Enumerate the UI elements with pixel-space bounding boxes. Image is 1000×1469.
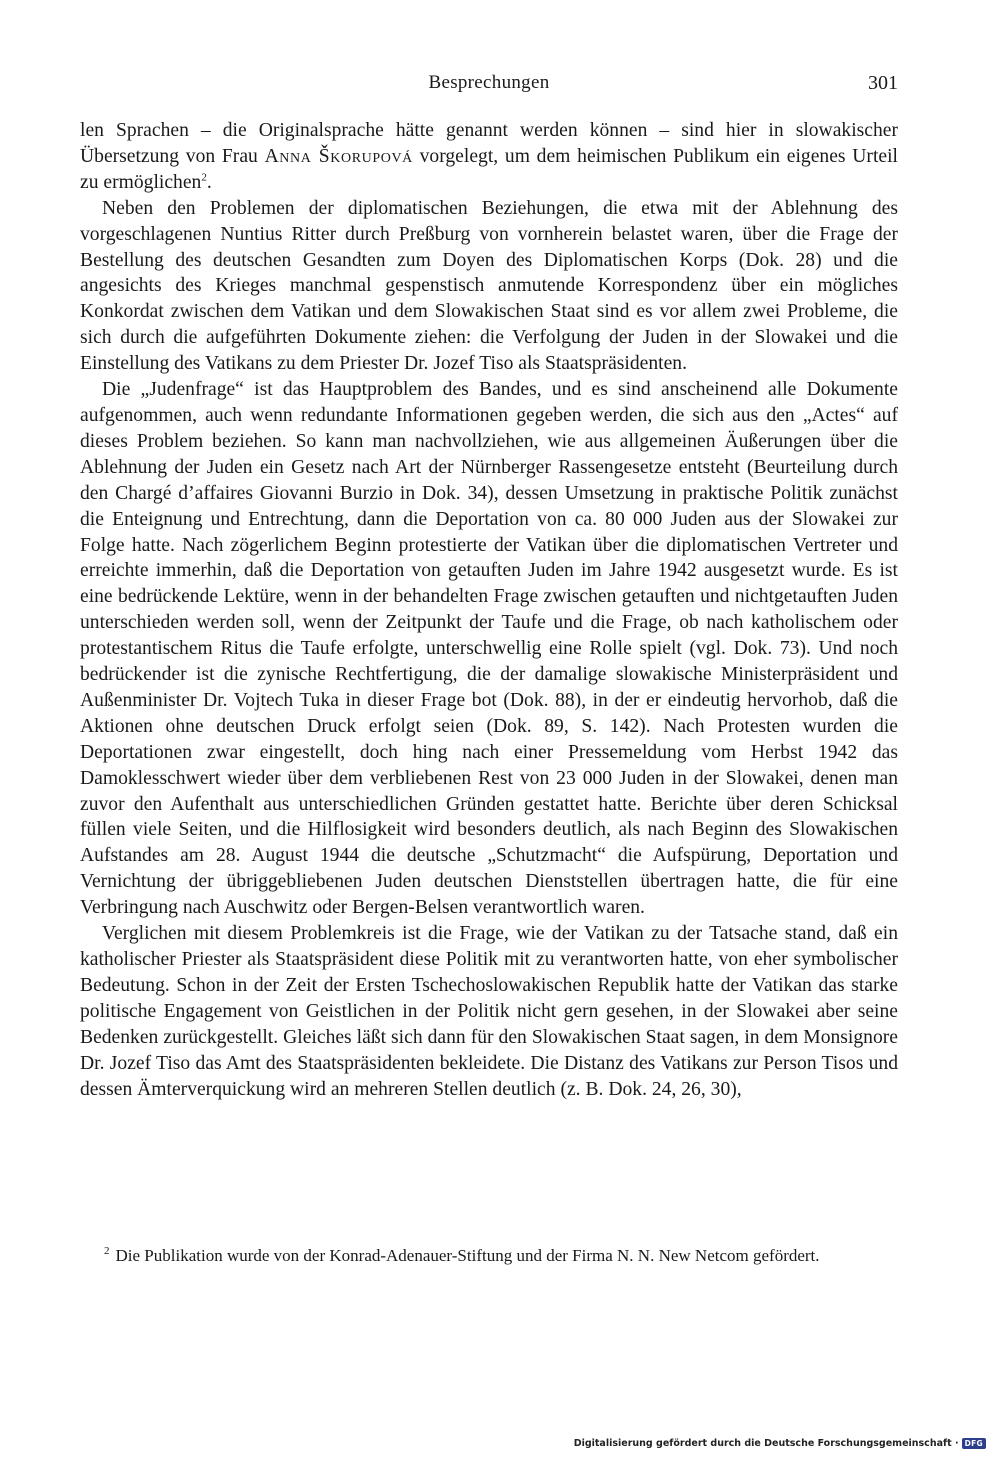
dfg-logo-icon: DFG (962, 1438, 986, 1449)
paragraph-4: Verglichen mit diesem Problemkreis ist die Frage, wie der Vatikan zu der Tatsache stand, daß ein katholischer Priester als Staatspräsident diese Politik mit zu verantworten hatte, von eher symbolischer Bedeutung. Schon in der Zeit der Ersten Tschechoslowakischen Republik hatte der Vatikan das starke politische Engagement von Geistlichen in der Politik nicht gern gesehen, in der Slowakei aber seine Bedenken zurückgestellt. Gleiches läßt sich dann für den Slowakischen Staat sagen, in dem Monsignore Dr. Jozef Tiso das Amt des Staatspräsidenten bekleidete. Die Distanz des Vatikans zur Person Tisos und dessen Ämterverquickung wird an mehreren Stellen deutlich (z. B. Dok. 24, 26, 30), (80, 923, 898, 1100)
running-title: Besprechungen (428, 72, 550, 93)
paragraph-1-pre: len Sprachen – die Originalsprache hätte genannt werden können – sind hier in slowakischer Übersetzung von Frau (80, 120, 898, 167)
page-number: 301 (868, 72, 898, 94)
body-text (80, 118, 898, 1102)
digitization-credit (574, 1438, 986, 1449)
footnote-2 (80, 1244, 898, 1267)
credit-text: Digitalisierung gefördert durch die Deutsche Forschungsgemeinschaft · (573, 1438, 959, 1449)
paragraph-1-end: . (206, 171, 212, 193)
footnote-reference: 2 (201, 171, 207, 184)
translator-name: Anna Škorupová (264, 145, 413, 167)
paragraph-2: Neben den Problemen der diplomatischen Beziehungen, die etwa mit der Ablehnung des vorgeschlagenen Nuntius Ritter durch Preßburg von vornherein belastet waren, über die Frage der Bestellung des deutschen Gesandten zum Doyen des Diplomatischen Korps (Dok. 28) und die angesichts des Krieges manchmal gespenstisch anmutende Korrespondenz über ein mögliches Konkordat zwischen dem Vatikan und dem Slowakischen Staat sind es vor allem zwei Probleme, die sich durch die aufgeführten Dokumente ziehen: die Verfolgung der Juden in der Slowakei und die Einstellung des Vatikans zu dem Priester Dr. Jozef Tiso als Staatspräsidenten. (80, 197, 898, 375)
footnote-text: Die Publikation wurde von der Konrad-Adenauer-Stiftung und der Firma N. N. New Netcom gefördert. (115, 1246, 820, 1265)
paragraph-1-post: vorgelegt, um dem heimischen Publikum ein eigenes Urteil zu ermöglichen (80, 145, 898, 193)
footnote-mark: 2 (104, 1245, 110, 1258)
paragraph-3: Die „Judenfrage“ ist das Hauptproblem des Bandes, und es sind anscheinend alle Dokumente aufgenommen, auch wenn redundante Informationen gegeben werden, die sich aus den „Actes“ auf dieses Problem beziehen. So kann man nachvollziehen, wie aus allgemeinen Äußerungen über die Ablehnung der Juden ein Gesetz nach Art der Nürnberger Rassengesetze entsteht (Beurteilung durch den Chargé d’affaires Giovanni Burzio in Dok. 34), dessen Umsetzung in praktische Politik zunächst die Enteignung und Entrechtung, dann die Deportation von ca. 80 000 Juden aus der Slowakei zur Folge hatte. Nach zögerlichem Beginn protestierte der Vatikan über die diplomatischen Vertreter und erreichte immerhin, daß die Deportation von getauften Juden im Jahre 1942 ausgesetzt wurde. Es ist eine bedrückende Lektüre, wenn in der behandelten Frage zwischen getauften und nichtgetauften Juden unterschieden werden soll, wenn der Zeitpunkt der Taufe und die Frage, ob nach katholischem oder protestantischem Ritus die Taufe erfolgte, unterschwellig eine Rolle spielt (vgl. Dok. 73). Und noch bedrückender ist die zynische Rechtfertigung, die der damalige slowakische Ministerpräsident und Außenminister Dr. Vojtech Tuka in dieser Frage bot (Dok. 88), in der er eindeutig hervorhob, daß die Aktionen ohne deutschen Druck erfolgt seien (Dok. 89, S. 142). Nach Protesten wurden die Deportationen zwar eingestellt, doch hing nach einer Pressemeldung vom Herbst 1942 das Damoklesschwert wieder über dem verbliebenen Rest von 23 000 Juden in der Slowakei, denen man zuvor den Aufenthalt aus unterschiedlichen Gründen gestattet hatte. Berichte über deren Schicksal füllen viele Seiten, und die Hilflosigkeit wird besonders deutlich, als nach Beginn des Slowakischen Aufstandes am 28. August 1944 die deutsche „Schutzmacht“ die Aufspürung, Deportation und Vernichtung der übriggebliebenen Juden deutschen Dienststellen übertragen hatte, die für eine Verbringung nach Auschwitz oder Bergen-Belsen verantwortlich waren. (80, 379, 898, 919)
running-header (80, 72, 898, 100)
paragraph-1 (80, 118, 898, 196)
